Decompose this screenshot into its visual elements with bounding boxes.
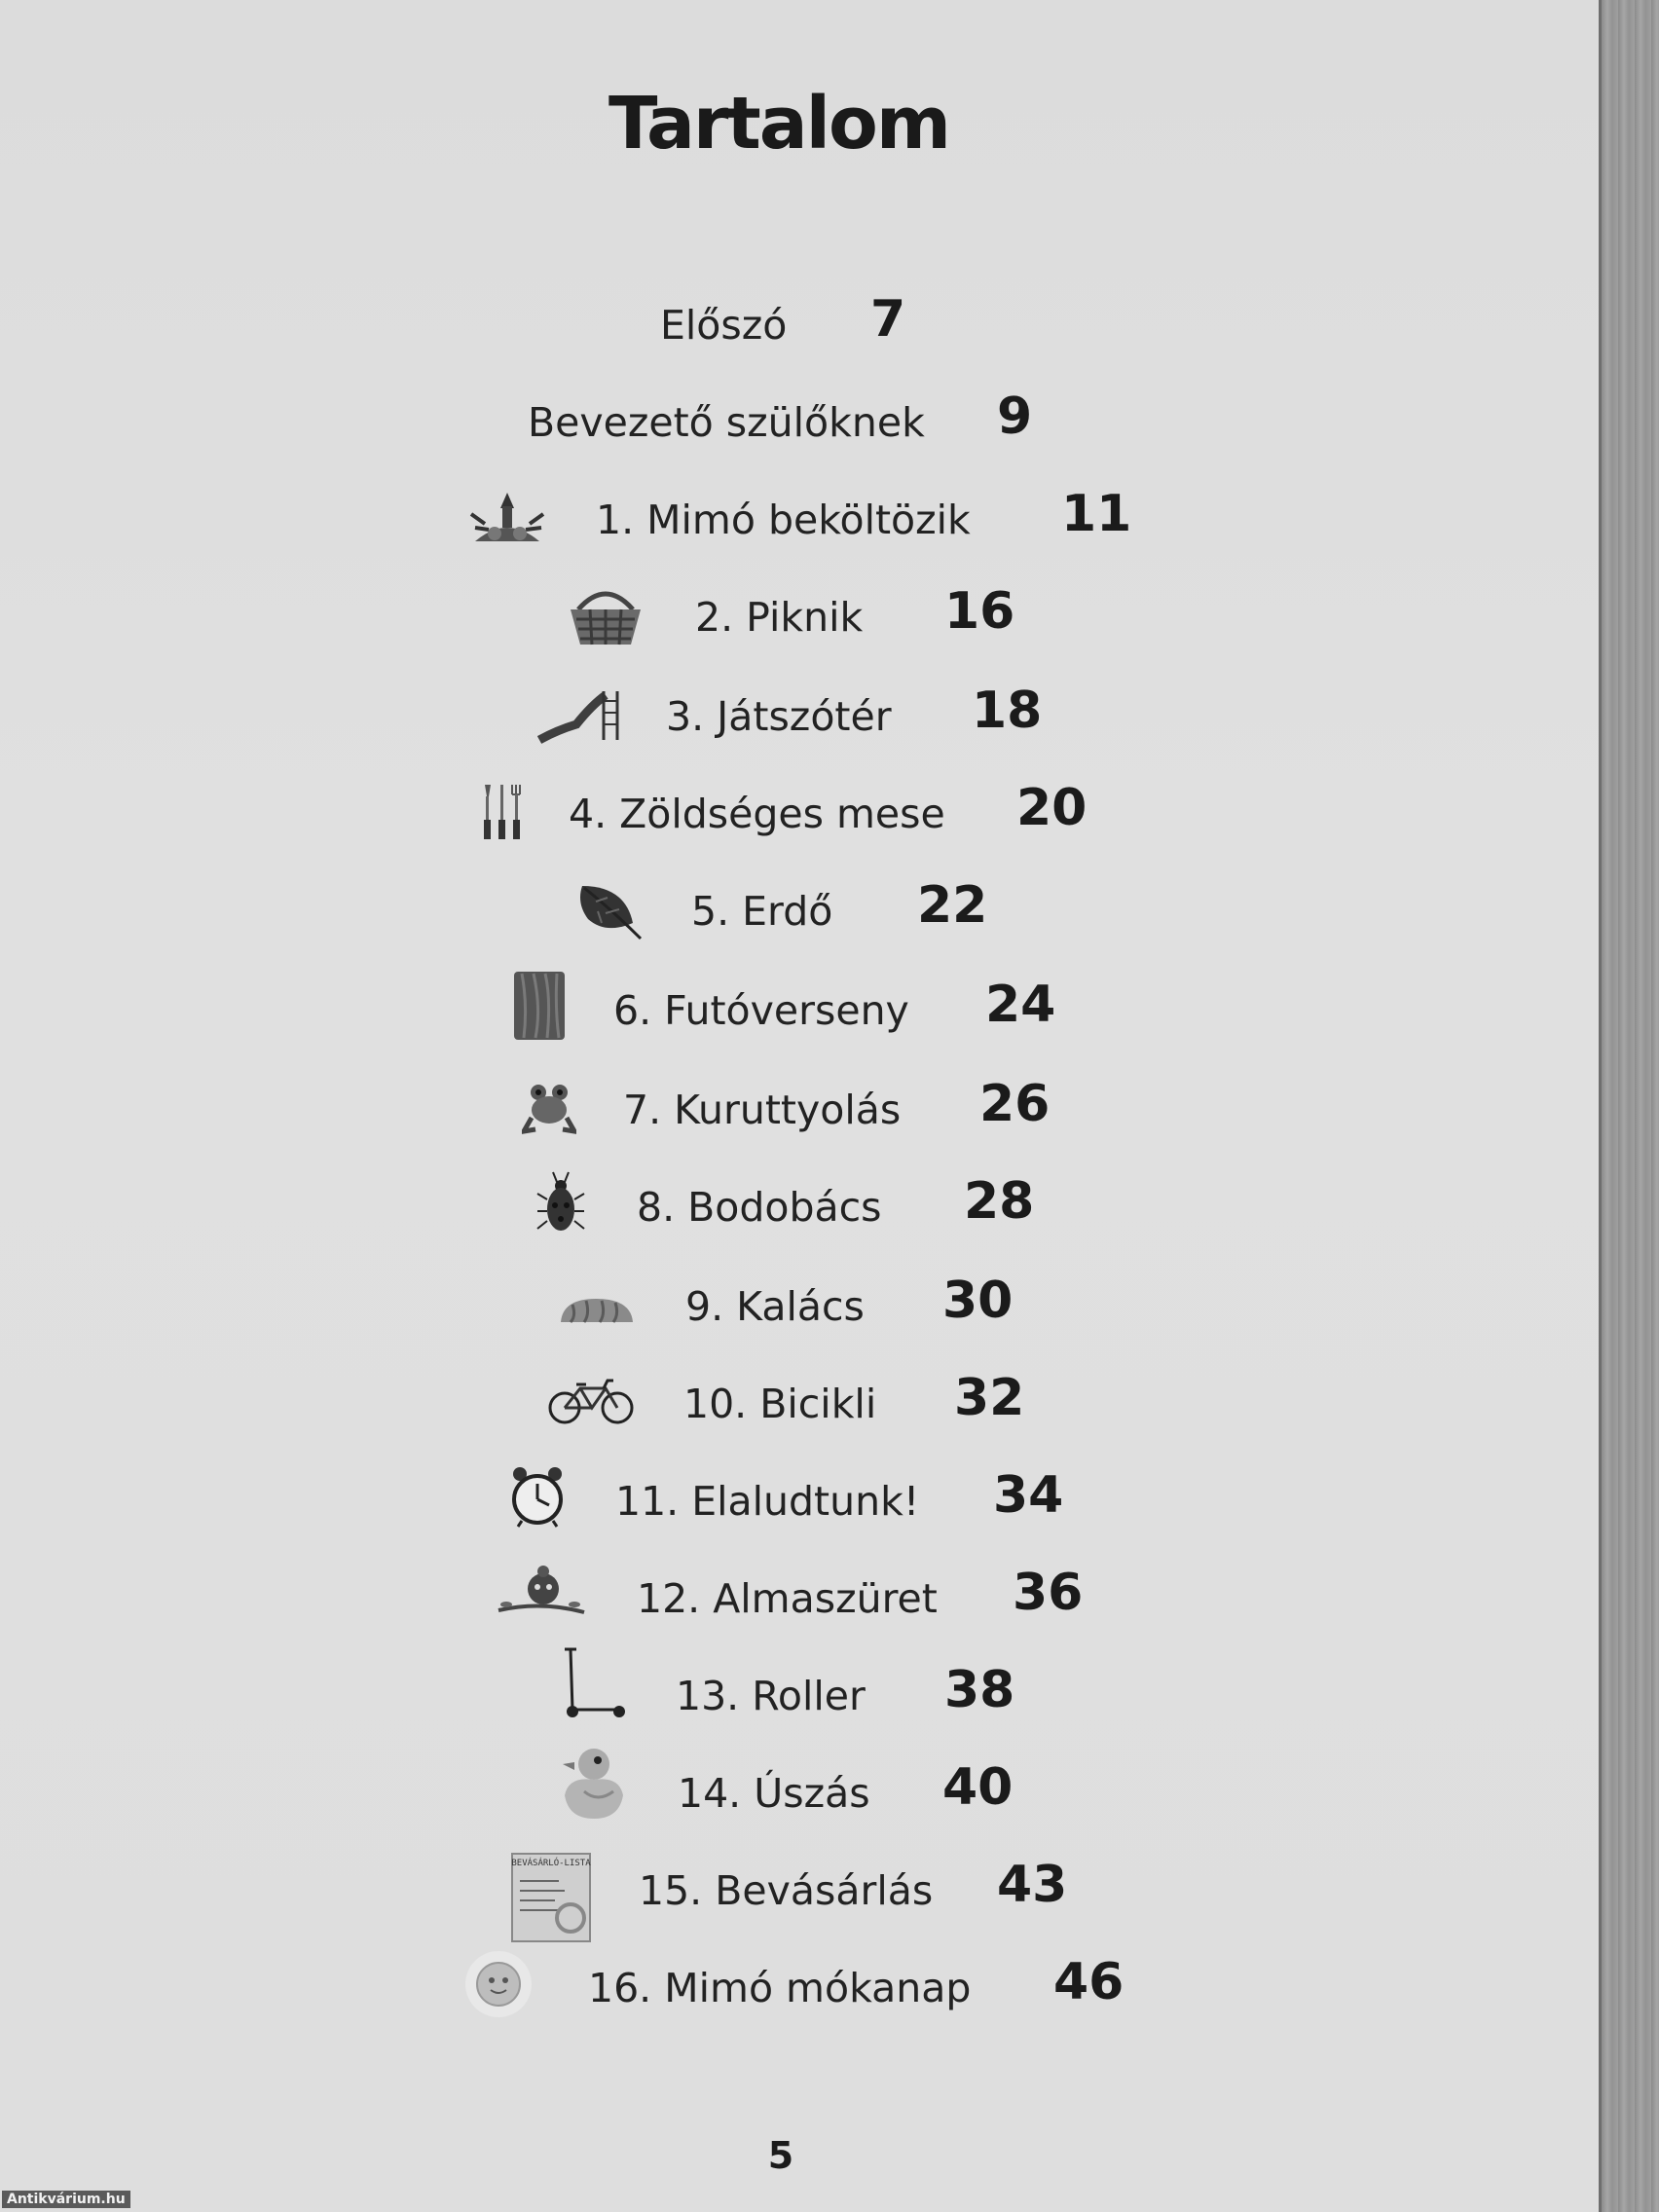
toc-entry-label: 11. Elaludtunk! <box>615 1478 920 1525</box>
toc-entry-page: 22 <box>917 876 988 935</box>
shopping-list-heading: BEVÁSÁRLÓ-LISTA <box>511 1859 591 1868</box>
toc-entry-label: 16. Mimó mókanap <box>588 1965 972 2011</box>
page-title: Tartalom <box>608 82 949 166</box>
toc-entry-9 <box>0 1272 1558 1361</box>
toc-entry-page: 9 <box>997 387 1033 446</box>
toc-entry-11 <box>0 1466 1558 1556</box>
toc-entry-label: 1. Mimó beköltözik <box>596 497 971 543</box>
toc-entry-page: 28 <box>964 1172 1035 1231</box>
toc-entry-page: 38 <box>944 1661 1015 1719</box>
toc-entry-page: 16 <box>944 582 1015 641</box>
toc-entry-page: 7 <box>870 290 906 349</box>
mimo-moving-icon <box>465 485 549 553</box>
toc-entry-page: 18 <box>972 682 1043 740</box>
toc-entry-label: 14. Úszás <box>678 1770 870 1817</box>
sun-face-icon <box>461 1947 535 2021</box>
wood-plank-icon <box>512 970 567 1042</box>
watermark: Antikvárium.hu <box>2 2191 130 2208</box>
toc-entry-5 <box>0 876 1558 966</box>
toc-entry-page: 26 <box>979 1075 1051 1133</box>
toc-entry-10 <box>0 1369 1558 1458</box>
toc-entry-14 <box>0 1758 1558 1848</box>
toc-entry-label: 7. Kuruttyolás <box>623 1087 902 1133</box>
toc-entry-15 <box>0 1856 1558 1945</box>
toc-entry-label: 9. Kalács <box>685 1283 865 1330</box>
toc-entry-label: 15. Bevásárlás <box>639 1867 934 1914</box>
toc-entry-4 <box>0 779 1558 868</box>
toc-entry-page: 30 <box>942 1272 1014 1330</box>
toc-entry-8 <box>0 1172 1558 1262</box>
toc-entry-3 <box>0 682 1558 771</box>
toc-entry-page: 40 <box>942 1758 1014 1817</box>
toc-entry-16 <box>0 1953 1558 2043</box>
toc-entry-eloszo <box>0 290 1558 380</box>
toc-entry-label: 5. Erdő <box>691 888 833 935</box>
toc-entry-6 <box>0 976 1558 1065</box>
toc-entry-page: 46 <box>1053 1953 1124 2011</box>
bicycle-icon <box>547 1377 635 1425</box>
toc-entry-label: 6. Futóverseny <box>613 987 909 1034</box>
toc-entry-7 <box>0 1075 1558 1164</box>
toc-entry-12 <box>0 1564 1558 1653</box>
toc-entry-page: 32 <box>954 1369 1025 1427</box>
book-spine <box>1599 0 1659 2212</box>
toc-entry-label: 4. Zöldséges mese <box>569 791 945 837</box>
frog-icon <box>522 1081 576 1135</box>
toc-entry-1 <box>0 485 1558 574</box>
rubber-duck-icon <box>559 1743 629 1825</box>
toc-entry-page: 34 <box>993 1466 1064 1525</box>
toc-entry-label: 13. Roller <box>676 1673 866 1719</box>
toc-entry-label: 8. Bodobács <box>637 1184 882 1231</box>
page-number: 5 <box>767 2134 794 2177</box>
bug-icon <box>535 1168 586 1236</box>
toc-entry-2 <box>0 582 1558 672</box>
toc-entry-label: Előszó <box>660 302 788 349</box>
toc-entry-page: 43 <box>997 1856 1068 1914</box>
toc-entry-label: 10. Bicikli <box>683 1381 877 1427</box>
toc-entry-page: 24 <box>985 976 1056 1034</box>
toc-entry-page: 11 <box>1061 485 1132 543</box>
shopping-list-icon <box>510 1852 592 1943</box>
leaf-icon <box>576 880 645 942</box>
slide-icon <box>537 685 623 744</box>
scooter-icon <box>559 1645 629 1719</box>
toc-entry-label: 3. Játszótér <box>666 693 892 740</box>
bread-icon <box>557 1293 637 1328</box>
toc-entry-label: Bevezető szülőknek <box>528 399 925 446</box>
toc-entry-label: 12. Almaszüret <box>637 1575 938 1622</box>
toc-entry-label: 2. Piknik <box>695 594 864 641</box>
basket-icon <box>565 582 646 652</box>
toc-entry-page: 36 <box>1013 1564 1084 1622</box>
garden-tools-icon <box>477 781 528 843</box>
toc-entry-page: 20 <box>1016 779 1088 837</box>
toc-entry-13 <box>0 1661 1558 1751</box>
bird-on-branch-icon <box>497 1564 586 1624</box>
alarm-clock-icon <box>508 1464 567 1529</box>
toc-entry-bevezeto <box>0 387 1558 477</box>
